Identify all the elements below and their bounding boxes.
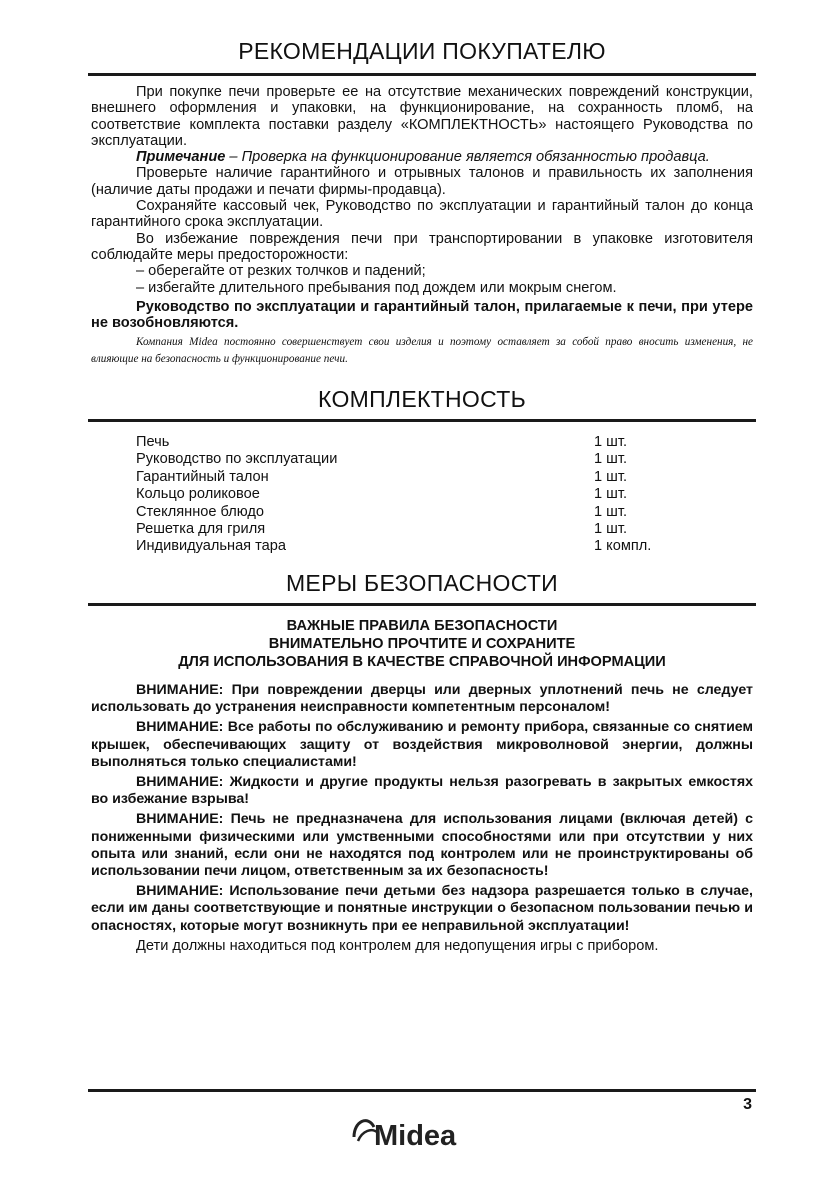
kit-item-qty: 1 шт.	[594, 468, 627, 485]
warning-text: Все работы по обслуживанию и ремонту прибора, связанные со снятием крышек, обеспечивающих защиту от воздействия микроволновой энергии, должны выполняться только специалистами!	[91, 719, 753, 770]
kit-item-name: Руководство по эксплуатации	[136, 451, 338, 468]
warning-paragraph	[91, 811, 753, 880]
safety-title: МЕРЫ БЕЗОПАСНОСТИ	[285, 570, 559, 596]
children-note: Дети должны находиться под контролем для недопущения игры с прибором.	[136, 937, 659, 954]
kit-item	[136, 451, 696, 468]
recommendations-title: РЕКОМЕНДАЦИИ ПОКУПАТЕЛЮ	[238, 38, 606, 64]
kit-item-name: Печь	[136, 434, 170, 450]
recommendation-paragraph: Проверьте наличие гарантийного и отрывных талонов и правильность их заполнения (наличие даты продажи и печати фирмы-продавца).	[91, 165, 753, 198]
logo-wordmark: Midea	[374, 1120, 457, 1152]
kit-item-qty: 1 шт.	[594, 503, 627, 520]
warning-text: Использование печи детьми без надзора разрешается только в случае, если им даны соответствующие и понятные инструкции о безопасном пользовании печью и опасностях, которые могут возникнуть при ее неправильной эксплуатации!	[91, 883, 753, 934]
page-number: 3	[743, 1096, 752, 1113]
note-label: Примечание	[136, 149, 226, 166]
warning-paragraph	[91, 774, 753, 808]
note-text: – Проверка на функционирование является обязанностью продавца.	[225, 149, 710, 166]
kit-item	[136, 538, 696, 555]
kit-item-name: Индивидуальная тара	[136, 538, 287, 555]
warning-paragraph	[91, 682, 753, 716]
kit-item-qty: 1 шт.	[594, 486, 627, 503]
warning-label: ВНИМАНИЕ:	[136, 883, 224, 900]
recommendation-paragraph: Сохраняйте кассовый чек, Руководство по эксплуатации и гарантийный талон до конца гарантийного срока эксплуатации.	[91, 198, 753, 231]
kit-item-name: Решетка для гриля	[136, 520, 266, 537]
warning-label: ВНИМАНИЕ:	[136, 682, 224, 698]
safety-heading-line: ВАЖНЫЕ ПРАВИЛА БЕЗОПАСНОСТИ	[286, 618, 558, 634]
kit-item	[136, 521, 696, 538]
kit-item-qty: 1 шт.	[594, 520, 627, 537]
kit-item-name: Кольцо роликовое	[136, 486, 260, 503]
kit-item-qty: 1 шт.	[594, 451, 627, 468]
safety-heading	[90, 617, 754, 671]
warning-text: Жидкости и другие продукты нельзя разогревать в закрытых емкостях во избежание взрыва!	[91, 774, 753, 808]
warning-label: ВНИМАНИЕ:	[136, 719, 224, 736]
warranty-notice: Руководство по эксплуатации и гарантийный талон, прилагаемые к печи, при утере не возобновляются.	[91, 298, 753, 332]
note-paragraph	[91, 149, 753, 165]
kit-item	[136, 486, 696, 503]
warning-label: ВНИМАНИЕ:	[136, 774, 224, 791]
recommendation-paragraph: При покупке печи проверьте ее на отсутствие механических повреждений конструкции, внешнего оформления и упаковки, на функционирование, на сохранность пломб, на соответствие комплекта поставки разделу «КОМПЛЕКТНОСТЬ» настоящего Руководства по эксплуатации.	[91, 84, 753, 149]
warning-label: ВНИМАНИЕ:	[136, 811, 224, 828]
kit-title: КОМПЛЕКТНОСТЬ	[318, 386, 526, 412]
kit-item	[136, 434, 696, 451]
kit-item	[136, 469, 696, 486]
recommendations-body	[91, 84, 753, 331]
kit-item-qty: 1 компл.	[594, 538, 652, 555]
warning-text: При повреждении дверцы или дверных уплотнений печь не следует использовать до устранения неисправности компетентным персоналом!	[91, 682, 753, 716]
title-rule	[88, 419, 756, 422]
warning-paragraph	[91, 883, 753, 935]
kit-item-name: Гарантийный талон	[136, 468, 269, 485]
kit-item-name: Стеклянное блюдо	[136, 503, 265, 520]
title-rule	[88, 73, 756, 76]
warning-text: Печь не предназначена для использования лицами (включая детей) с пониженными физическими или умственными способностями или при отсутствии у них опыта или знаний, если они не находятся под контролем или не проинструктированы об использовании печи лицом, ответственным за их безопасность!	[91, 811, 753, 880]
safety-heading-line: ВНИМАТЕЛЬНО ПРОЧТИТЕ И СОХРАНИТЕ	[268, 636, 576, 652]
recommendation-paragraph: Во избежание повреждения печи при транспортировании в упаковке изготовителя соблюдайте меры предосторожности:	[91, 230, 753, 263]
warning-paragraph	[91, 719, 753, 771]
logo-swoosh	[354, 1121, 374, 1137]
safety-heading-line: ДЛЯ ИСПОЛЬЗОВАНИЯ В КАЧЕСТВЕ СПРАВОЧНОЙ ИНФОРМАЦИИ	[178, 654, 666, 670]
kit-item-qty: 1 шт.	[594, 434, 627, 450]
footer-rule	[88, 1089, 756, 1092]
title-rule	[88, 603, 756, 606]
manufacturer-disclaimer: Компания Midea постоянно совершенствует свои изделия и поэтому оставляет за собой право вносить изменения, не влияющие на безопасность и функционирование печи.	[91, 336, 753, 365]
midea-logo	[348, 1107, 478, 1152]
precaution-item: – оберегайте от резких толчков и падений;	[136, 263, 426, 280]
kit-item	[136, 504, 696, 521]
precaution-item: – избегайте длительного пребывания под дождем или мокрым снегом.	[136, 279, 617, 296]
kit-list	[136, 434, 696, 556]
safety-warnings	[91, 682, 753, 957]
